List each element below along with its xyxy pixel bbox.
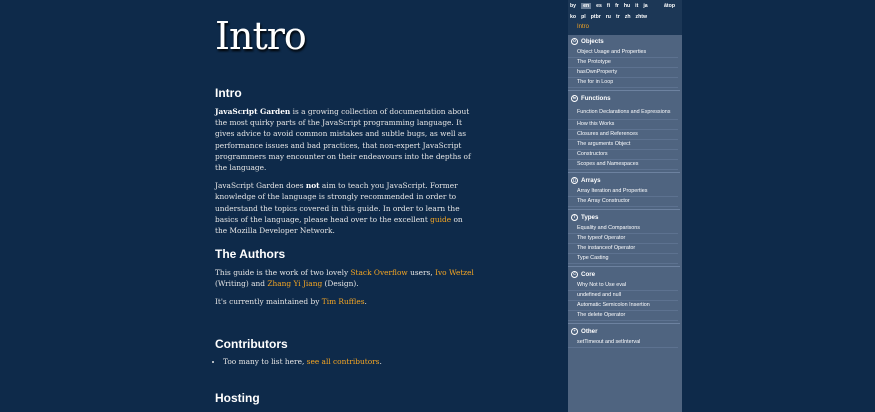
toc-item[interactable]: Equality and Comparisons <box>568 224 678 234</box>
section-badge-icon: + <box>571 328 578 335</box>
authors-section <box>215 267 477 308</box>
language-link-fi[interactable]: fi <box>606 2 611 9</box>
toc-section-heading[interactable] <box>568 35 680 48</box>
authors-heading: The Authors <box>215 247 286 261</box>
toc-section-core <box>568 266 682 321</box>
toc-section-label: Objects <box>581 38 604 45</box>
toc-item[interactable]: Object Usage and Properties <box>568 48 678 58</box>
toc-item[interactable]: Closures and References <box>568 130 678 140</box>
toc-item[interactable]: The arguments Object <box>568 140 678 150</box>
toc-section-arrays <box>568 172 682 207</box>
section-badge-icon: fn <box>572 96 577 100</box>
main-content <box>215 0 477 405</box>
list-item: • Too many to list here, see all contributors. <box>223 356 477 367</box>
section-badge-icon: O <box>571 38 578 45</box>
tim-ruffles-link[interactable]: Tim Ruffles <box>321 297 365 307</box>
language-link-it[interactable]: it <box>635 2 639 9</box>
toc-item[interactable]: undefined and null <box>568 291 678 301</box>
language-link-fr[interactable]: fr <box>615 2 619 9</box>
toc-section-label: Core <box>581 271 596 278</box>
intro-heading: Intro <box>215 86 242 100</box>
language-link-zh[interactable]: zh <box>624 13 631 20</box>
toc-item[interactable]: Array Iteration and Properties <box>568 187 678 197</box>
intro-section <box>215 106 477 236</box>
toc-section-objects <box>568 35 682 88</box>
toc-item[interactable]: Constructors <box>568 150 678 160</box>
section-badge-icon: C <box>571 271 578 278</box>
language-link-ptbr[interactable]: ptbr <box>590 13 601 20</box>
language-link-tr[interactable]: tr <box>615 13 620 20</box>
all-contributors-link[interactable]: see all contributors <box>306 357 380 366</box>
toc-section-heading[interactable] <box>568 211 680 224</box>
divider <box>568 90 680 91</box>
language-link-pl[interactable]: pl <box>581 13 586 20</box>
toc-section-label: Types <box>581 214 599 221</box>
ivo-wetzel-link[interactable]: Ivo Wetzel <box>435 268 474 277</box>
contributors-list <box>215 356 477 367</box>
authors-paragraph-1: This guide is the work of two lovely Stack Overflow users, Ivo Wetzel (Writing) and Zhang Yi Jiang (Design). <box>215 268 474 289</box>
language-link-by[interactable]: by <box>570 2 577 9</box>
stack-overflow-link[interactable]: Stack Overflow <box>350 268 408 277</box>
divider <box>568 172 680 173</box>
toc-item[interactable]: Function Declarations and Expressions <box>568 105 678 120</box>
language-link-ko[interactable]: ko <box>570 13 577 20</box>
intro-paragraph-1: JavaScript Garden is a growing collection of documentation about the most quirky parts of the JavaScript programming language. It gives advice to avoid common mistakes and subtle bugs, as well as performance issues and bad practices, that non-expert JavaScript programmers may encounter on their endeavours into the depths of the language. <box>215 107 471 173</box>
page-title: Intro <box>215 14 306 58</box>
language-link-es[interactable]: es <box>596 2 602 9</box>
divider <box>568 209 680 210</box>
toc-item[interactable]: The delete Operator <box>568 311 678 321</box>
toc-item[interactable]: How this Works <box>568 120 678 130</box>
toc-item[interactable]: Scopes and Namespaces <box>568 160 678 170</box>
divider <box>568 266 680 267</box>
toc-section-types <box>568 209 682 264</box>
toc-item[interactable]: Type Casting <box>568 254 678 264</box>
language-link-zhtw[interactable]: zhtw <box>635 13 648 20</box>
contributors-section <box>215 356 477 367</box>
toc-section-label: Arrays <box>581 177 601 184</box>
toc-section-label: Functions <box>581 95 611 102</box>
toc-section-other <box>568 323 682 348</box>
toc-item[interactable]: The Prototype <box>568 58 678 68</box>
toc-item[interactable]: The typeof Operator <box>568 234 678 244</box>
language-bar <box>568 0 682 23</box>
toc-section-label: Other <box>581 328 598 335</box>
toc-item[interactable]: The Array Constructor <box>568 197 678 207</box>
sidebar-nav <box>568 0 682 412</box>
language-link-en[interactable]: en <box>583 2 590 9</box>
toc-item[interactable]: setTimeout and setInterval <box>568 338 678 348</box>
hosting-heading: Hosting <box>215 391 260 405</box>
contributors-heading: Contributors <box>215 337 288 351</box>
table-of-contents <box>568 35 682 348</box>
language-row-2 <box>570 11 682 22</box>
toc-section-functions <box>568 90 682 170</box>
section-badge-icon: [] <box>571 177 578 184</box>
toc-item[interactable]: Why Not to Use eval <box>568 281 678 291</box>
toc-intro-link[interactable]: Intro <box>568 23 682 35</box>
toc-section-heading[interactable] <box>568 174 680 187</box>
toc-section-heading[interactable] <box>568 92 680 105</box>
language-row-1 <box>570 0 682 11</box>
toc-item[interactable]: Automatic Semicolon Insertion <box>568 301 678 311</box>
toc-item[interactable]: The instanceof Operator <box>568 244 678 254</box>
divider <box>568 323 680 324</box>
authors-paragraph-2: It's currently maintained by Tim Ruffles. <box>215 297 367 307</box>
language-link-ja[interactable]: ja <box>643 2 648 9</box>
top-link[interactable]: ātop <box>664 2 675 9</box>
intro-paragraph-2: JavaScript Garden does not aim to teach you JavaScript. Former knowledge of the language is strongly recommended in order to understand the topics covered in this guide. In order to learn the basics of the language, please head over to the excellent guide on the Mozilla Developer Network. <box>215 181 463 236</box>
toc-item[interactable]: The for in Loop <box>568 78 678 88</box>
language-link-hu[interactable]: hu <box>623 2 631 9</box>
zhang-yi-jiang-link[interactable]: Zhang Yi Jiang <box>267 279 323 289</box>
language-link-ru[interactable]: ru <box>605 13 611 20</box>
toc-section-heading[interactable] <box>568 325 680 338</box>
toc-item[interactable]: hasOwnProperty <box>568 68 678 78</box>
section-badge-icon: T <box>571 214 578 221</box>
guide-link[interactable]: guide <box>430 214 452 224</box>
toc-section-heading[interactable] <box>568 268 680 281</box>
